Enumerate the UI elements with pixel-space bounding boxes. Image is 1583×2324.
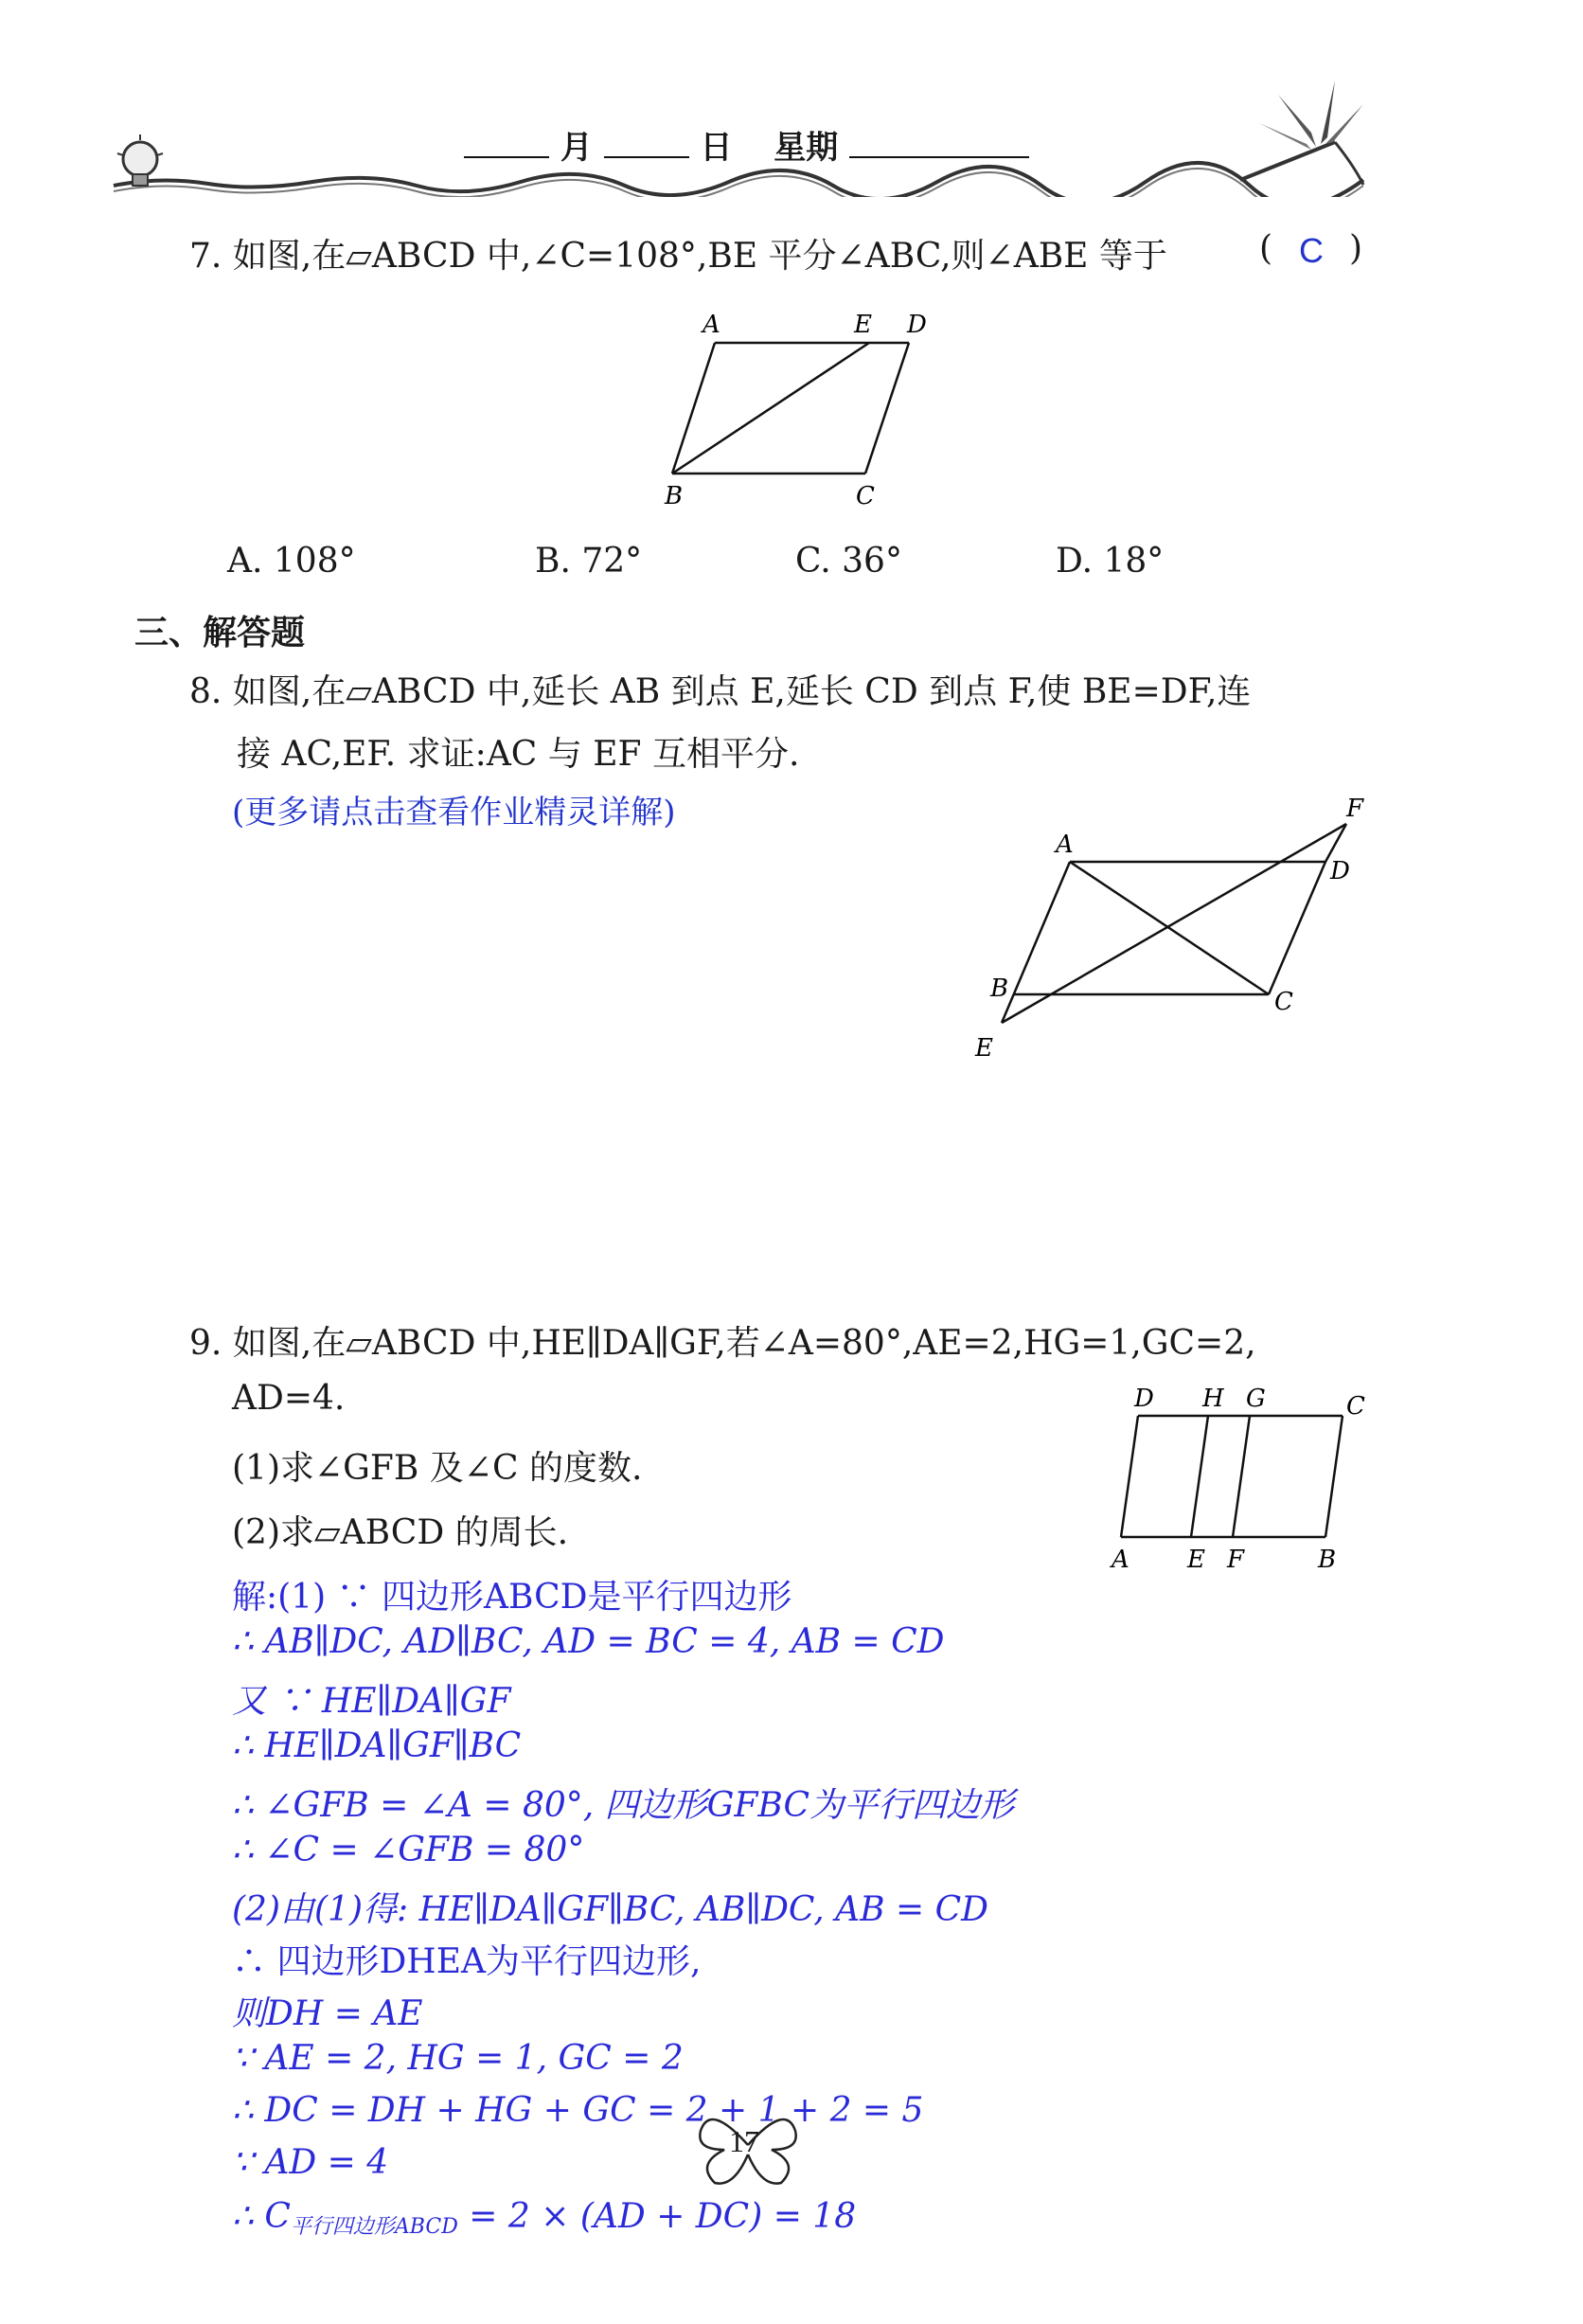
header-date xyxy=(464,121,1029,168)
q7-segment-be xyxy=(672,343,869,474)
q9-part-2: (2)求▱ABCD 的周长. xyxy=(232,1513,569,1552)
q7-option-a: A. 108° xyxy=(227,542,356,581)
solution-line-4: ∴ HE∥DA∥GF∥BC xyxy=(232,1726,522,1765)
solution-line-7: (2)由(1)得: HE∥DA∥GF∥BC, AB∥DC, AB = CD xyxy=(232,1890,988,1929)
q9-side-ad xyxy=(1121,1416,1138,1537)
q8-label-d: D xyxy=(1330,857,1350,885)
q8-line-ae xyxy=(1002,862,1070,1023)
q9-label-c: C xyxy=(1346,1392,1365,1421)
solution-line-8: ∴ 四边形DHEA为平行四边形, xyxy=(232,1942,702,1981)
q7-side-ba xyxy=(672,343,715,474)
solution-line-2: ∴ AB∥DC, AD∥BC, AD = BC = 4, AB = CD xyxy=(232,1622,945,1661)
q7-option-c: C. 36° xyxy=(795,542,902,581)
q8-diagonal-ac xyxy=(1070,862,1269,994)
q8-label-f: F xyxy=(1346,796,1364,823)
header-day: 日 xyxy=(700,129,733,167)
q7-paren-open: ( xyxy=(1259,229,1273,268)
q9-label-a: A xyxy=(1112,1546,1129,1574)
q7-answer: C xyxy=(1299,231,1324,270)
q9-label-g: G xyxy=(1246,1385,1266,1413)
page-number: 17 xyxy=(729,2124,759,2158)
q7-label-d: D xyxy=(907,311,927,339)
solution-line-6: ∴ ∠C = ∠GFB = 80° xyxy=(232,1831,585,1869)
solution-line-9: 则DH = AE xyxy=(232,1994,423,2033)
q8-line-2: 接 AC,EF. 求证:AC 与 EF 互相平分. xyxy=(237,735,800,774)
q9-label-h: H xyxy=(1202,1385,1224,1413)
q9-side-cb xyxy=(1325,1416,1343,1537)
q8-label-a: A xyxy=(1056,831,1074,859)
solution-line-10: ∵ AE = 2, HG = 1, GC = 2 xyxy=(232,2039,684,2078)
solution-line-3: 又 ∵ HE∥DA∥GF xyxy=(232,1682,511,1721)
solution-line-13 xyxy=(232,2197,856,2240)
q8-line-1: 8. 如图,在▱ABCD 中,延长 AB 到点 E,延长 CD 到点 F,使 BE=DF,连 xyxy=(189,672,1252,711)
q9-label-b: B xyxy=(1318,1546,1337,1574)
q9-line-1: 9. 如图,在▱ABCD 中,HE∥DA∥GF,若∠A=80°,AE=2,HG=1,GC=2, xyxy=(189,1324,1256,1363)
q9-label-f: F xyxy=(1227,1546,1245,1574)
q7-label-e: E xyxy=(854,311,872,339)
solution-last-sub: 平行四边形ABCD xyxy=(290,2215,458,2239)
q7-paren-close: ) xyxy=(1349,229,1363,268)
q7-label-c: C xyxy=(856,482,875,510)
page-number-badge xyxy=(691,2098,805,2192)
q7-label-b: B xyxy=(665,482,684,510)
q8-label-b: B xyxy=(990,974,1009,1003)
q7-text: 7. 如图,在▱ABCD 中,∠C=108°,BE 平分∠ABC,则∠ABE 等于 xyxy=(189,237,1167,276)
solution-last-prefix: ∴ C xyxy=(232,2197,291,2236)
solution-line-11: ∴ DC = DH + HG + GC = 2 + 1 + 2 = 5 xyxy=(232,2091,924,2130)
q9-label-d: D xyxy=(1134,1385,1154,1413)
q9-part-1: (1)求∠GFB 及∠C 的度数. xyxy=(232,1449,643,1488)
q9-line-2: AD=4. xyxy=(232,1379,346,1418)
q7-option-b: B. 72° xyxy=(535,542,643,581)
solution-line-5: ∴ ∠GFB = ∠A = 80°, 四边形GFBC为平行四边形 xyxy=(232,1786,1015,1825)
q8-more-link[interactable]: (更多请点击查看作业精灵详解) xyxy=(232,794,676,831)
section-title: 三、解答题 xyxy=(134,614,306,653)
q9-segment-gf xyxy=(1233,1416,1250,1537)
solution-line-1: 解:(1) ∵ 四边形ABCD是平行四边形 xyxy=(232,1578,792,1617)
header-month: 月 xyxy=(560,129,593,167)
q8-side-dc xyxy=(1269,862,1325,994)
q7-option-d: D. 18° xyxy=(1056,542,1165,581)
q7-label-a: A xyxy=(703,311,720,339)
solution-last-rest: = 2 × (AD + DC) = 18 xyxy=(457,2197,857,2236)
q7-side-dc xyxy=(865,343,909,474)
q8-label-e: E xyxy=(975,1034,993,1063)
q9-figure xyxy=(1108,1378,1392,1582)
q9-label-e: E xyxy=(1187,1546,1205,1574)
q8-figure xyxy=(966,796,1373,1080)
solution-line-12: ∵ AD = 4 xyxy=(232,2143,389,2182)
q8-segment-ef xyxy=(1002,824,1346,1023)
flower-icon xyxy=(1221,76,1373,203)
bulb-icon xyxy=(112,131,169,201)
header-weekday: 星期 xyxy=(774,129,839,167)
q8-label-c: C xyxy=(1274,988,1293,1016)
q7-figure xyxy=(653,308,956,521)
q9-segment-he xyxy=(1191,1416,1208,1537)
